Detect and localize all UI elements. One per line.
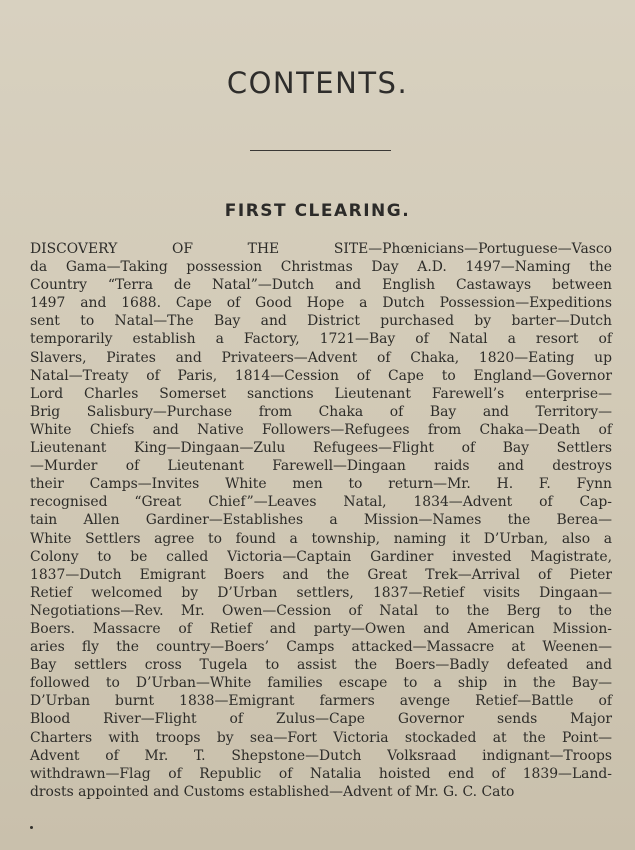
page-speck [30, 826, 33, 829]
text-line: Brig Salisbury—Purchase from Chaka of Bay and Territory— [30, 403, 612, 420]
contents-heading: CONTENTS. [226, 66, 409, 100]
text-line: Boers. Massacre of Retief and party—Owen and American Mission- [30, 620, 612, 637]
text-line: White Chiefs and Native Followers—Refugees from Chaka—Death of [30, 421, 612, 438]
text-line: White Settlers agree to found a township, naming it D’Urban, also a [30, 530, 612, 547]
section-summary [30, 240, 612, 801]
text-line: Country “Terra de Natal”—Dutch and English Castaways between [30, 277, 612, 294]
text-line: Retief welcomed by D’Urban settlers, 1837—Retief visits Dingaan— [30, 584, 612, 601]
text-line: D’Urban burnt 1838—Emigrant farmers avenge Retief—Battle of [30, 693, 612, 710]
text-line: sent to Natal—The Bay and District purchased by barter—Dutch [30, 313, 612, 330]
text-line: Lieutenant King—Dingaan—Zulu Refugees—Flight of Bay Settlers [30, 440, 612, 457]
text-line: followed to D’Urban—White families escape to a ship in the Bay— [30, 675, 612, 692]
text-line: Blood River—Flight of Zulus—Cape Governor sends Major [30, 711, 612, 728]
text-line: —Murder of Lieutenant Farewell—Dingaan raids and destroys [30, 458, 612, 475]
text-line: their Camps—Invites White men to return—Mr. H. F. Fynn [30, 476, 612, 493]
text-line: DISCOVERY OF THE SITE—Phœnicians—Portuguese—Vasco [30, 241, 612, 257]
text-line: Advent of Mr. T. Shepstone—Dutch Volksraad indignant—Troops [30, 747, 612, 764]
text-line: da Gama—Taking possession Christmas Day A.D. 1497—Naming the [30, 259, 612, 276]
text-line: recognised “Great Chief”—Leaves Natal, 1834—Advent of Cap- [30, 494, 612, 511]
text-line: aries fly the country—Boers’ Camps attacked—Massacre at Weenen— [30, 639, 612, 656]
text-line: Lord Charles Somerset sanctions Lieutenant Farewell’s enterprise— [30, 385, 612, 402]
text-line: Bay settlers cross Tugela to assist the Boers—Badly defeated and [30, 657, 612, 674]
text-line: Charters with troops by sea—Fort Victoria stockaded at the Point— [30, 729, 612, 746]
text-line: drosts appointed and Customs established—Advent of Mr. G. C. Cato [30, 783, 515, 800]
heading-rule [250, 150, 391, 151]
text-line: temporarily establish a Factory, 1721—Bay of Natal a resort of [30, 331, 612, 348]
text-line: tain Allen Gardiner—Establishes a Mission—Names the Berea— [30, 512, 612, 529]
text-line: Natal—Treaty of Paris, 1814—Cession of Cape to England—Governor [30, 367, 612, 384]
text-line: 1497 and 1688. Cape of Good Hope a Dutch Possession—Expeditions [30, 295, 612, 312]
text-line: 1837—Dutch Emigrant Boers and the Great Trek—Arrival of Pieter [30, 566, 612, 583]
text-line: Slavers, Pirates and Privateers—Advent of Chaka, 1820—Eating up [30, 349, 612, 366]
text-line: Colony to be called Victoria—Captain Gardiner invested Magistrate, [30, 548, 612, 565]
text-line: Negotiations—Rev. Mr. Owen—Cession of Natal to the Berg to the [30, 602, 612, 619]
section-title: FIRST CLEARING. [224, 201, 411, 221]
text-line: withdrawn—Flag of Republic of Natalia hoisted end of 1839—Land- [30, 765, 612, 782]
